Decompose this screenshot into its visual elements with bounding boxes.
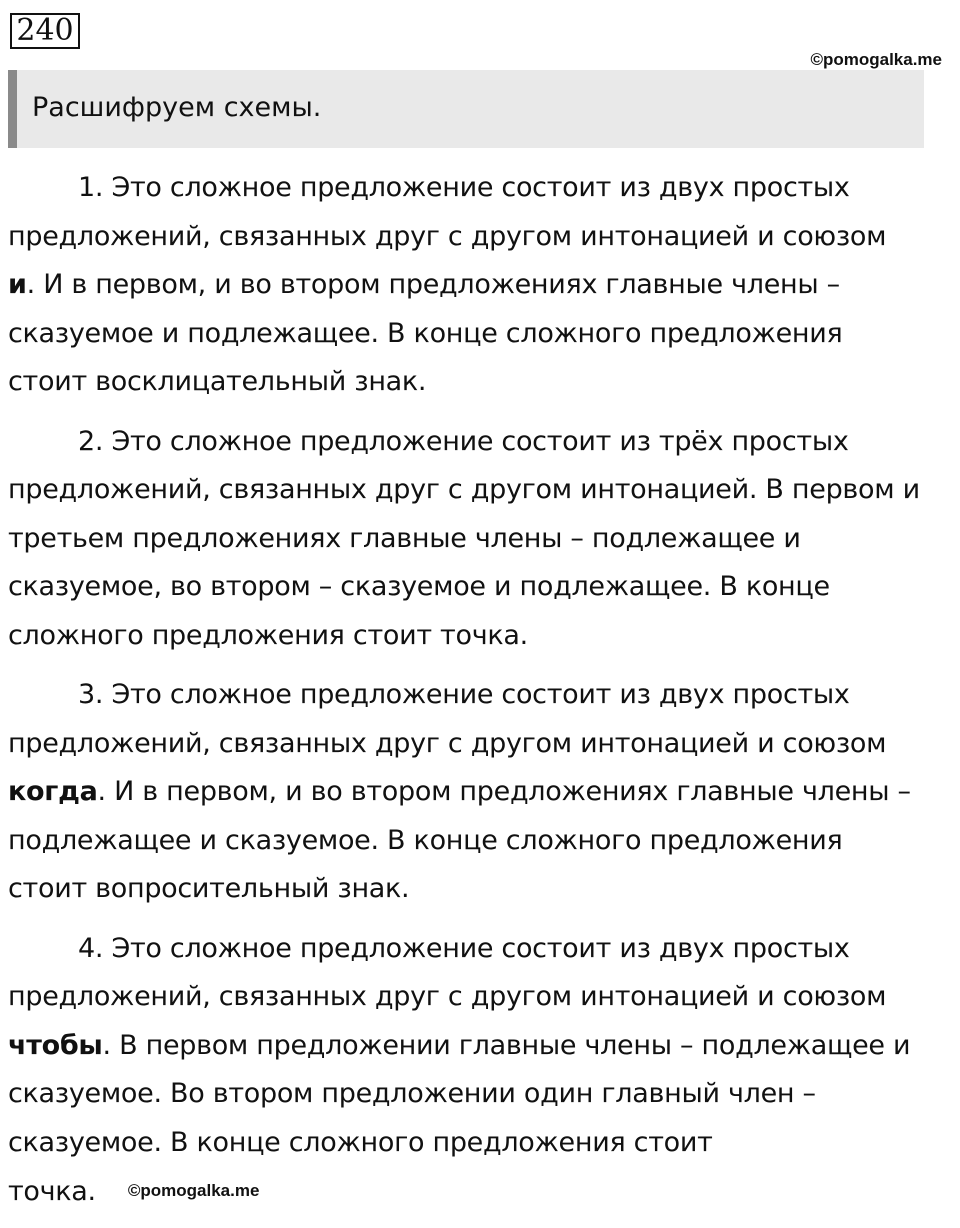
heading-box (8, 70, 924, 148)
paragraph-4-conjunction: чтобы (8, 1029, 103, 1061)
paragraph-3-text-start: 3. Это сложное предложение состоит из двух простых предложений, связанных друг с другом интонацией и союзом (8, 679, 887, 759)
task-number-box: 240 (10, 13, 80, 49)
paragraph-2-text: 2. Это сложное предложение состоит из трёх простых предложений, связанных друг с другом интонацией. В первом и третьем предложениях главные члены – подлежащее и сказуемое, во втором – сказуемое и подлежащее. В конце сложного предложения стоит точка. (8, 425, 920, 651)
paragraph-1-text-end: . И в первом, и во втором предложениях главные члены – сказуемое и подлежащее. В конце сложного предложения стоит восклицательный знак. (8, 269, 843, 397)
watermark-top: ©pomogalka.me (810, 50, 942, 69)
paragraph-2 (8, 418, 920, 661)
paragraph-3-conjunction: когда (8, 776, 98, 807)
watermark-bottom: ©pomogalka.me (127, 1181, 260, 1200)
paragraph-3-text-end: . И в первом, и во втором предложениях главные члены – подлежащее и сказуемое. В конце сложного предложения стоит вопросительный знак. (8, 776, 911, 904)
paragraph-4-text-end: . В первом предложении главные члены – подлежащее и сказуемое. Во втором предложении один главный член – сказуемое. В конце сложного предложения стоит точка. (8, 1029, 911, 1207)
answer-content (8, 164, 920, 1228)
paragraph-4 (8, 925, 920, 1217)
paragraph-3 (8, 671, 920, 914)
paragraph-1-text-start: 1. Это сложное предложение состоит из двух простых предложений, связанных друг с другом интонацией и союзом (8, 172, 887, 252)
paragraph-1 (8, 164, 920, 407)
heading-text: Расшифруем схемы. (32, 92, 322, 123)
paragraph-4-text-start: 4. Это сложное предложение состоит из двух простых предложений, связанных друг с другом интонацией и союзом (8, 932, 887, 1012)
paragraph-1-conjunction: и (8, 269, 27, 300)
